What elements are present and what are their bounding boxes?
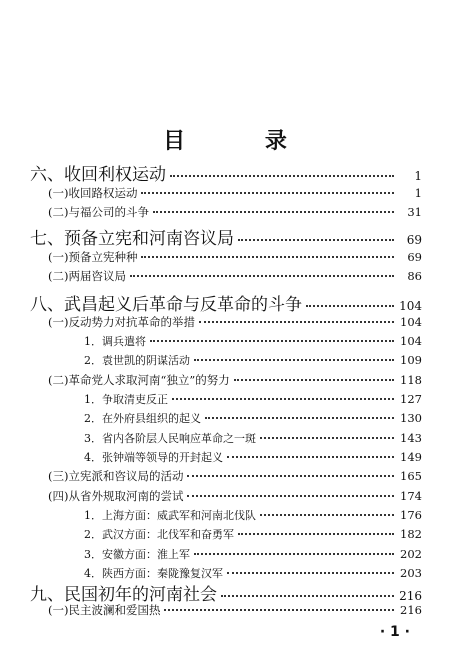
toc-entry [0, 410, 450, 426]
toc-entry [0, 204, 450, 220]
toc-leader-dots [194, 553, 394, 555]
toc-entry-page: 216 [400, 603, 422, 617]
toc-entry [0, 185, 450, 201]
toc-leader-dots [153, 211, 394, 213]
toc-entry-page: 1 [414, 186, 422, 200]
toc-entry-page: 69 [407, 250, 422, 264]
toc-entry-label: (一)反动势力对抗革命的举措 [48, 315, 195, 329]
toc-entry [0, 468, 450, 484]
toc-leader-dots [141, 256, 394, 258]
toc-leader-dots [234, 379, 394, 381]
toc-entry-label: (四)从省外规取河南的尝试 [48, 489, 184, 503]
toc-entry [0, 372, 450, 388]
toc-entry [0, 449, 450, 465]
toc-entry [0, 268, 450, 284]
toc-entry-label: (三)立宪派和咨议局的活动 [48, 469, 184, 483]
toc-entry-page: 143 [400, 431, 422, 445]
toc-entry [0, 352, 450, 368]
toc-entry-label: 七、预备立宪和河南咨议局 [30, 229, 234, 249]
toc-leader-dots [227, 572, 394, 574]
toc-entry-page: 118 [400, 373, 422, 387]
toc-entry [0, 333, 450, 349]
toc-entry-page: 202 [400, 547, 422, 561]
toc-leader-dots [164, 609, 394, 611]
toc-entry-page: 104 [400, 334, 422, 348]
toc-entry-label: 2．袁世凯的阴谋活动 [84, 354, 190, 367]
toc-leader-dots [170, 175, 394, 177]
toc-entry [0, 526, 450, 542]
toc-entry-page: 182 [400, 527, 422, 541]
page-number: · 1 · [379, 624, 410, 640]
toc-entry-label: (一)预备立宪种种 [48, 250, 138, 264]
toc-entry-label: 1．调兵遣将 [84, 335, 146, 348]
toc-leader-dots [194, 359, 394, 361]
toc-entry [0, 314, 450, 330]
toc-entry-label: 九、民国初年的河南社会 [30, 585, 217, 605]
toc-entry-label: 2．在外府县组织的起义 [84, 412, 201, 425]
toc-leader-dots [238, 239, 394, 241]
toc-entry-label: 1．争取清吏反正 [84, 393, 168, 406]
toc-entry-page: 176 [400, 508, 422, 522]
toc-leader-dots [141, 192, 394, 194]
toc-leader-dots [238, 533, 394, 535]
toc-entry [0, 602, 450, 618]
toc-entry-page: 149 [400, 450, 422, 464]
toc-leader-dots [221, 595, 394, 597]
toc-entry [0, 249, 450, 265]
toc-leader-dots [130, 275, 394, 277]
toc-entry-page: 174 [400, 489, 422, 503]
toc-leader-dots [187, 495, 394, 497]
toc-entry-page: 165 [400, 469, 422, 483]
toc-entry [0, 430, 450, 446]
toc-entry [0, 546, 450, 562]
toc-entry [0, 391, 450, 407]
toc-leader-dots [260, 514, 394, 516]
toc-leader-dots [187, 475, 394, 477]
toc-entry [0, 565, 450, 581]
toc-entry-label: 八、武昌起义后革命与反革命的斗争 [30, 295, 302, 315]
toc-entry [0, 290, 450, 315]
toc-entry [0, 488, 450, 504]
toc-entry-label: 六、收回利权运动 [30, 165, 166, 185]
toc-title: 目 录 [163, 129, 323, 154]
toc-leader-dots [260, 437, 394, 439]
toc-entry-page: 216 [399, 589, 422, 603]
toc-leader-dots [306, 305, 394, 307]
toc-entry-page: 104 [400, 315, 422, 329]
toc-entry-page: 69 [406, 233, 422, 247]
toc-entry-label: (一)民主波澜和爱国热 [48, 603, 161, 617]
toc-leader-dots [227, 456, 394, 458]
toc-entry-page: 109 [400, 353, 422, 367]
toc-entry-page: 130 [400, 411, 422, 425]
toc-entry [0, 224, 450, 249]
toc-entry-label: (二)两届咨议局 [48, 269, 126, 283]
toc-entry-page: 203 [400, 566, 422, 580]
toc-entry [0, 507, 450, 523]
toc-leader-dots [205, 417, 394, 419]
toc-entry-label: 1．上海方面：威武军和河南北伐队 [84, 509, 256, 522]
toc-entry-label: 3．省内各阶层人民响应革命之一斑 [84, 432, 256, 445]
toc-leader-dots [150, 340, 394, 342]
toc-entry-label: 4．陕西方面：秦陇豫复汉军 [84, 567, 223, 580]
toc-leader-dots [199, 321, 394, 323]
toc-entry-label: (一)收回路权运动 [48, 186, 138, 200]
toc-entry-page: 104 [399, 299, 422, 313]
toc-entry-page: 127 [400, 392, 422, 406]
toc-entry-label: (二)革命党人求取河南“独立”的努力 [48, 373, 230, 387]
toc-entry-page: 1 [414, 169, 422, 183]
toc-entry-label: (二)与福公司的斗争 [48, 205, 149, 219]
toc-entry-label: 3．安徽方面：淮上军 [84, 548, 190, 561]
toc-entry [0, 160, 450, 185]
toc-entry-page: 86 [407, 269, 422, 283]
toc-entry-label: 2．武汉方面：北伐军和奋勇军 [84, 528, 234, 541]
toc-entry-label: 4．张钟端等领导的开封起义 [84, 451, 223, 464]
toc-entry-page: 31 [407, 205, 422, 219]
toc-leader-dots [172, 398, 394, 400]
